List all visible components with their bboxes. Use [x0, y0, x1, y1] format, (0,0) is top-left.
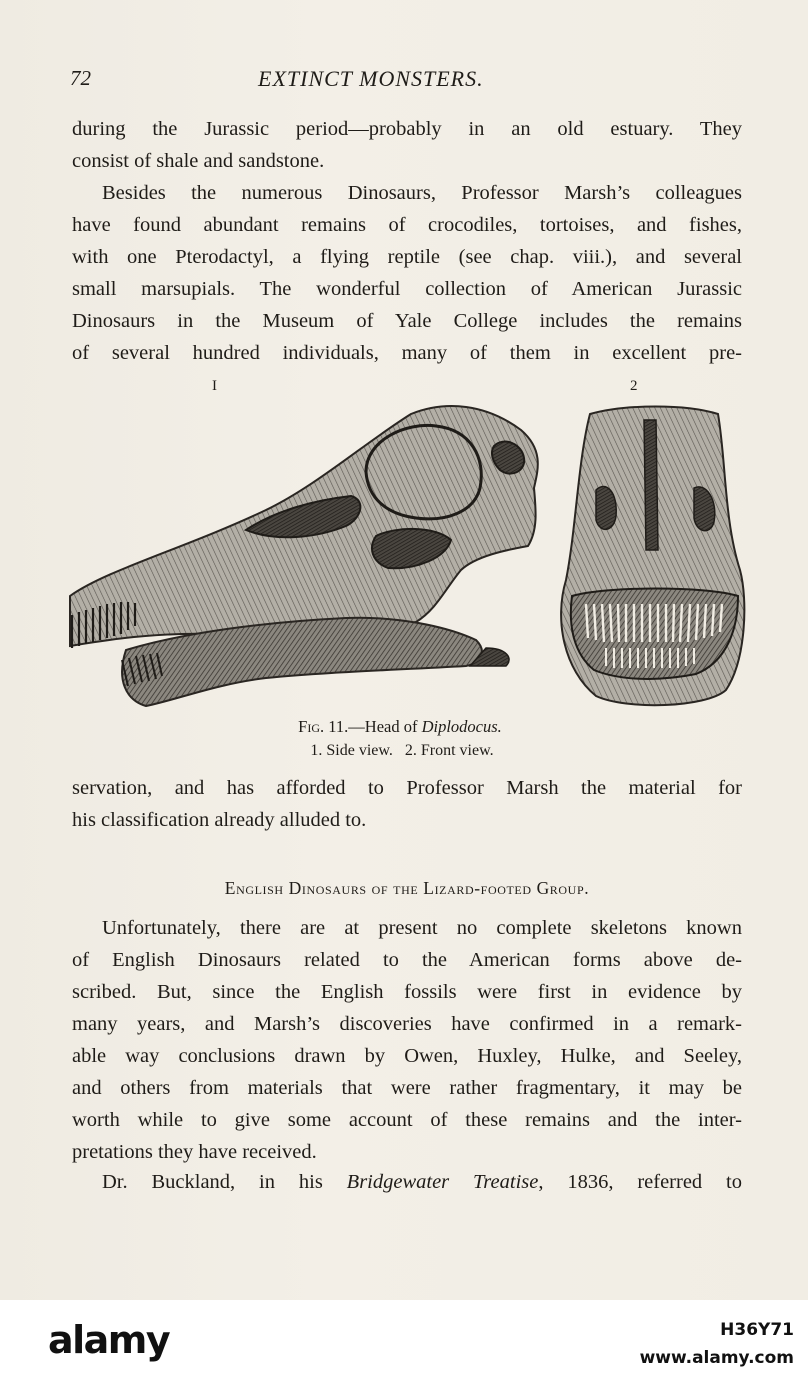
paragraph-5-prefix: Dr. Buckland, in his [102, 1171, 347, 1193]
watermark-footer [0, 1300, 808, 1390]
figure-view-numbers [72, 376, 742, 400]
paragraph-2 [72, 177, 742, 369]
text-line: with one Pterodactyl, a flying reptile (see chap. viii.), and several [72, 246, 742, 268]
text-line: scribed. But, since the English fossils were first in evidence by [72, 981, 742, 1003]
text-line: Besides the numerous Dinosaurs, Professor Marsh’s colleagues [102, 182, 742, 204]
caption-genus: Diplodocus. [421, 717, 502, 736]
paragraph-4 [72, 912, 742, 1168]
text-line: small marsupials. The wonderful collection of American Jurassic [72, 278, 742, 300]
image-id: H36Y71 [720, 1320, 794, 1340]
skull-illustration [66, 400, 746, 718]
text-line: and others from materials that were rather fragmentary, it may be [72, 1077, 742, 1099]
alamy-logo: alamy [48, 1318, 170, 1362]
text-line: many years, and Marsh’s discoveries have confirmed in a remark- [72, 1013, 742, 1035]
figure-caption [72, 716, 742, 763]
page-number: 72 [70, 66, 91, 90]
paragraph-5-title: Bridgewater Treatise [346, 1171, 539, 1193]
paragraph-5-suffix: , 1836, referred to [538, 1171, 742, 1193]
running-head [70, 62, 740, 92]
text-line: Dinosaurs in the Museum of Yale College includes the remains [72, 310, 742, 332]
side-view-skull [70, 406, 538, 706]
site-url: www.alamy.com [639, 1348, 794, 1368]
text-line: able way conclusions drawn by Owen, Huxley, Hulke, and Seeley, [72, 1045, 742, 1067]
paragraph-5 [72, 1166, 742, 1198]
side-view-number: I [212, 378, 217, 394]
paragraph-1 [72, 113, 742, 177]
front-view-skull [561, 407, 744, 706]
text-line: have found abundant remains of crocodiles, tortoises, and fishes, [72, 214, 742, 236]
text-line: during the Jurassic period—probably in an old estuary. They [72, 118, 742, 140]
caption-title [72, 716, 742, 738]
caption-fig-label: Fig. [298, 717, 325, 736]
text-line: of English Dinosaurs related to the American forms above de- [72, 949, 742, 971]
front-view-number: 2 [630, 378, 638, 394]
caption-number: 11.—Head of [328, 717, 422, 736]
text-line: Unfortunately, there are at present no complete skeletons known [102, 917, 742, 939]
caption-views: 1. Side view. 2. Front view. [310, 742, 494, 759]
nasal-ridge [644, 420, 658, 550]
running-title: EXTINCT MONSTERS. [258, 66, 484, 91]
left-orbit [596, 486, 616, 529]
text-line: servation, and has afforded to Professor Marsh the material for [72, 777, 742, 799]
text-line: of several hundred individuals, many of them in excellent pre- [72, 342, 742, 364]
text-line: worth while to give some account of these remains and the inter- [72, 1109, 742, 1131]
text-line: consist of shale and sandstone. [72, 150, 325, 172]
section-heading: English Dinosaurs of the Lizard-footed Group. [224, 878, 590, 898]
orbit [366, 425, 481, 518]
text-line: his classification already alluded to. [72, 809, 367, 831]
paragraph-3 [72, 772, 742, 836]
text-line: pretations they have received. [72, 1141, 317, 1163]
diplodocus-skull-figure [66, 400, 746, 718]
text-line [72, 1166, 742, 1198]
